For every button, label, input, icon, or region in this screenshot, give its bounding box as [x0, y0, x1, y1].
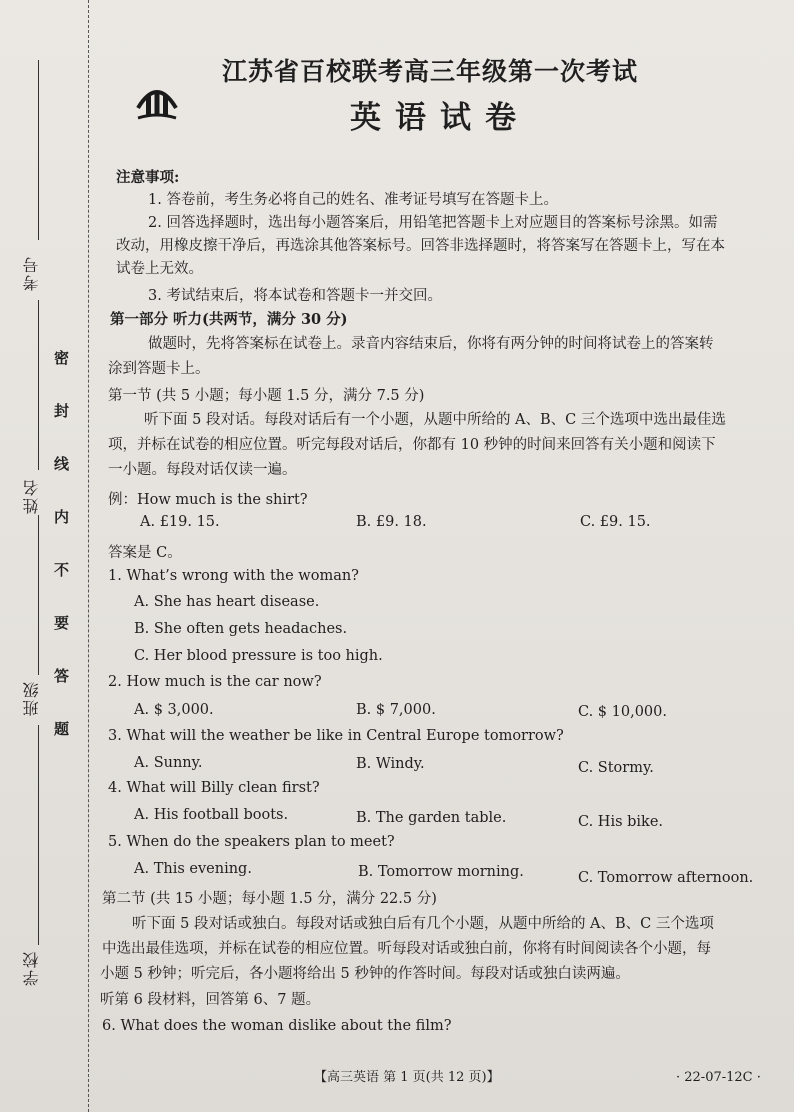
section2-intro: 听下面 5 段对话或独白。每段对话或独白后有几个小题，从题中所给的 A、B、C 三个选项 — [132, 916, 714, 932]
note-item-3: 3. 考试结束后，将本试卷和答题卡一并交回。 — [148, 288, 442, 304]
q3-option-b: B. Windy. — [356, 756, 425, 772]
question-2: 2. How much is the car now? — [108, 674, 322, 690]
section1-intro-cont: 项，并标在试卷的相应位置。听完每段对话后，你都有 10 秒钟的时间来回答有关小题和阅读下 — [108, 437, 716, 453]
note-item-2-end: 试卷上无效。 — [116, 261, 203, 277]
section1-intro: 听下面 5 段对话。每段对话后有一个小题，从题中所给的 A、B、C 三个选项中选出最佳选 — [144, 412, 726, 428]
class-underline — [38, 515, 39, 675]
q4-option-a: A. His football boots. — [134, 807, 289, 823]
q4-option-c: C. His bike. — [578, 814, 664, 830]
section2-intro-more: 小题 5 秒钟；听完后，各小题将给出 5 秒钟的作答时间。每段对话或独白读两遍。 — [100, 966, 630, 982]
example-option-c: C. £9. 15. — [580, 514, 651, 530]
question-6: 6. What does the woman dislike about the film? — [102, 1018, 452, 1034]
exam-no-label: 考号 — [22, 255, 41, 291]
section2-heading: 第二节 (共 15 小题；每小题 1.5 分，满分 22.5 分) — [102, 891, 437, 907]
part1-intro-cont: 涂到答题卡上。 — [108, 361, 210, 377]
class-label: 班级 — [22, 680, 41, 716]
note-item-2: 2. 回答选择题时，选出每小题答案后，用铅笔把答题卡上对应题目的答案标号涂黑。如需 — [148, 215, 718, 231]
question-5: 5. When do the speakers plan to meet? — [108, 834, 395, 850]
example-question: 例：How much is the shirt? — [108, 492, 308, 508]
question-1: 1. What’s wrong with the woman? — [108, 568, 359, 584]
q5-option-c: C. Tomorrow afternoon. — [578, 870, 754, 886]
exam-logo-icon — [134, 78, 180, 122]
q1-option-b: B. She often gets headaches. — [134, 621, 348, 637]
q1-option-c: C. Her blood pressure is too high. — [134, 648, 383, 664]
binding-dashed-line — [88, 0, 89, 1112]
q1-option-a: A. She has heart disease. — [134, 594, 320, 610]
question-4: 4. What will Billy clean first? — [108, 780, 320, 796]
q5-option-a: A. This evening. — [134, 861, 252, 877]
q4-option-b: B. The garden table. — [356, 810, 507, 826]
q2-option-c: C. $ 10,000. — [578, 704, 667, 720]
section1-intro-end: 一小题。每段对话仅读一遍。 — [108, 462, 297, 478]
seal-warning: 密封线内不要答题 — [52, 350, 70, 774]
exam-no-underline — [38, 60, 39, 240]
example-option-a: A. £19. 15. — [140, 514, 220, 530]
exam-title: 江苏省百校联考高三年级第一次考试 — [222, 57, 639, 86]
section2-intro-end: 听第 6 段材料，回答第 6、7 题。 — [100, 992, 321, 1008]
section2-intro-cont: 中选出最佳选项，并标在试卷的相应位置。听每段对话或独白前，你将有时间阅读各个小题，每 — [102, 941, 711, 957]
page-footer: 【高三英语 第 1 页(共 12 页)】 — [314, 1070, 500, 1085]
q2-option-a: A. $ 3,000. — [134, 702, 214, 718]
binding-strip — [0, 0, 100, 1112]
q3-option-c: C. Stormy. — [578, 760, 654, 776]
q5-option-b: B. Tomorrow morning. — [358, 864, 524, 880]
exam-subtitle: 英语试卷 — [350, 100, 530, 136]
school-underline — [38, 725, 39, 945]
name-underline — [38, 300, 39, 470]
notes-heading: 注意事项: — [116, 169, 180, 186]
q3-option-a: A. Sunny. — [134, 755, 203, 771]
q2-option-b: B. $ 7,000. — [356, 702, 436, 718]
part1-heading: 第一部分 听力(共两节，满分 30 分) — [110, 311, 348, 328]
note-item-2-cont: 改动，用橡皮擦干净后，再选涂其他答案标号。回答非选择题时，将答案写在答题卡上，写在本 — [116, 238, 725, 254]
example-option-b: B. £9. 18. — [356, 514, 427, 530]
note-item-1: 1. 答卷前，考生务必将自己的姓名、准考证号填写在答题卡上。 — [148, 192, 558, 208]
question-3: 3. What will the weather be like in Central Europe tomorrow? — [108, 728, 564, 744]
section1-heading: 第一节 (共 5 小题；每小题 1.5 分，满分 7.5 分) — [108, 388, 425, 404]
example-answer: 答案是 C。 — [108, 545, 182, 561]
name-label: 姓名 — [22, 478, 41, 514]
school-label: 学校 — [22, 950, 41, 986]
part1-intro: 做题时，先将答案标在试卷上。录音内容结束后，你将有两分钟的时间将试卷上的答案转 — [148, 336, 714, 352]
exam-code: · 22-07-12C · — [676, 1070, 761, 1085]
